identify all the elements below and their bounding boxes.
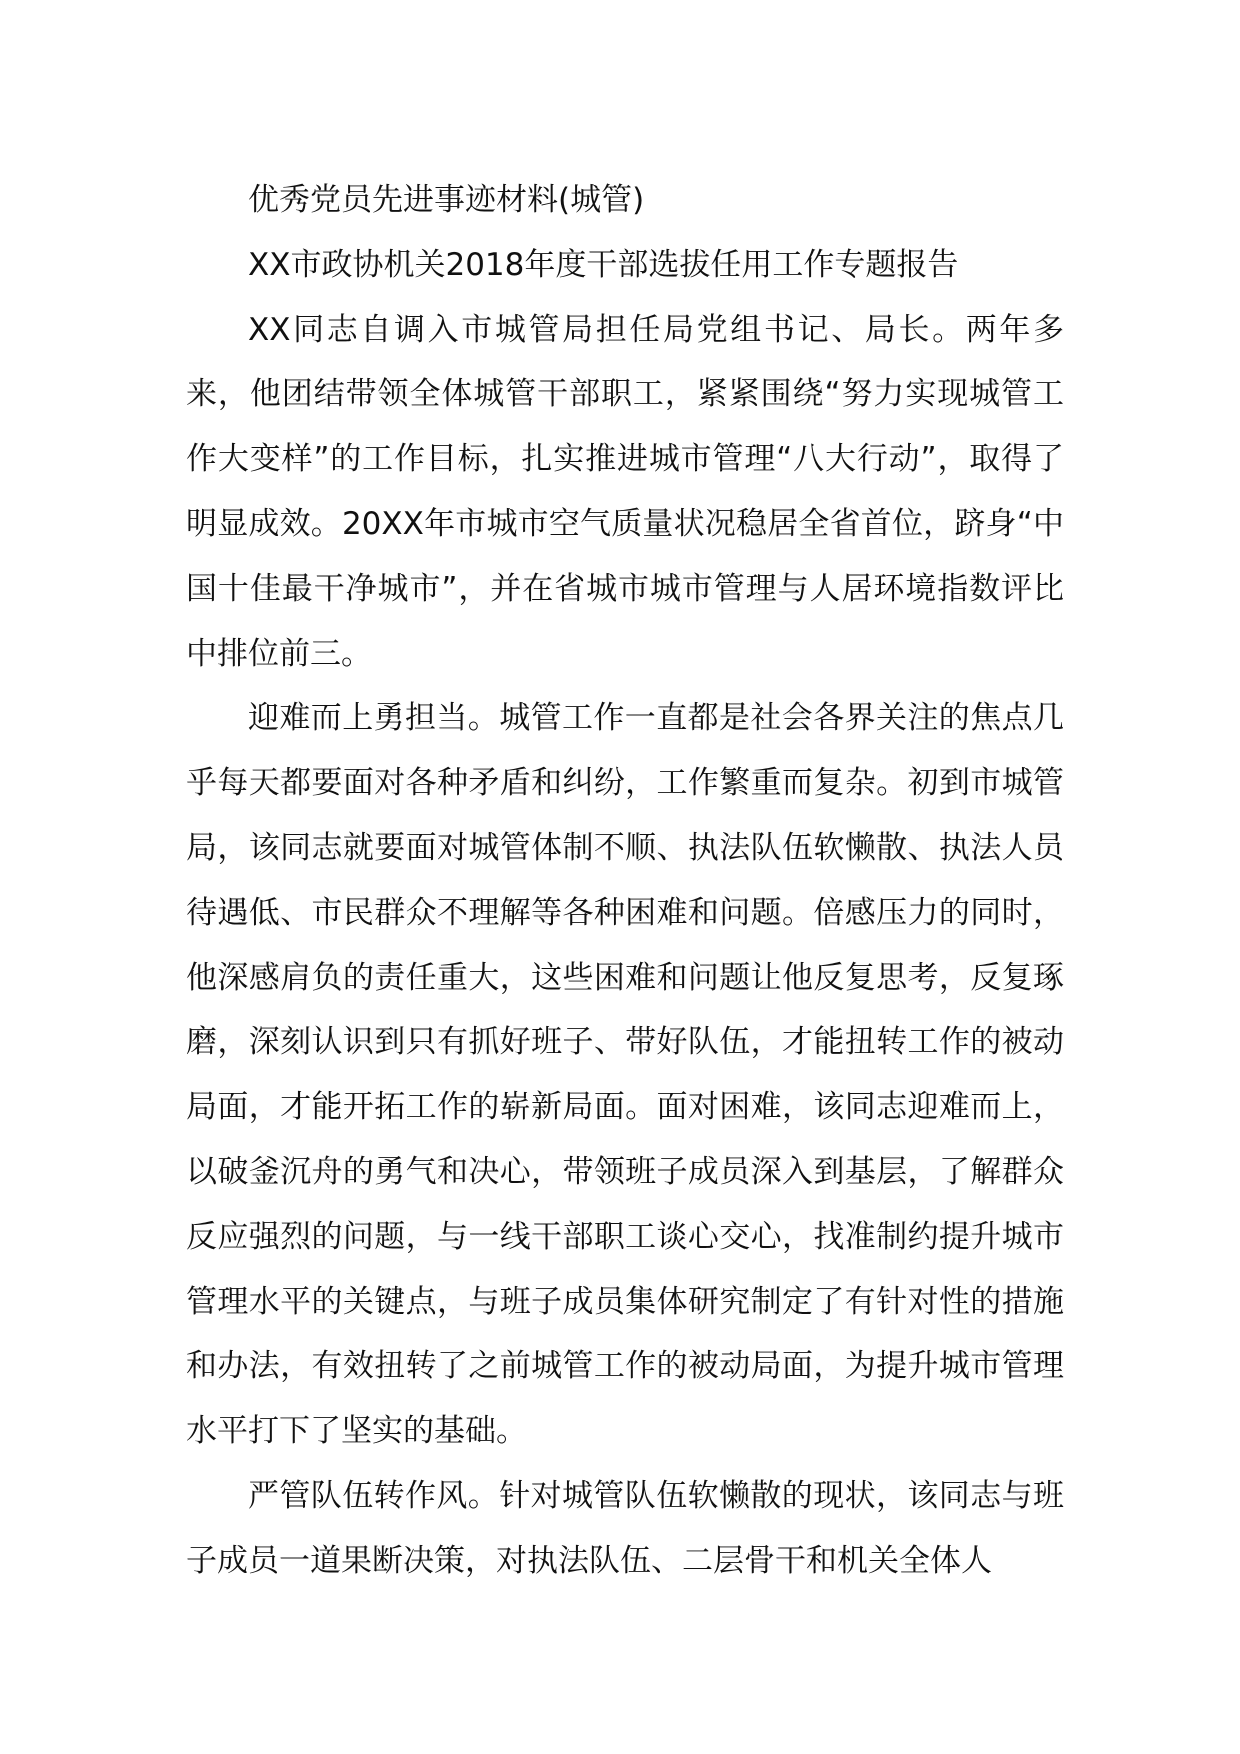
document-subtitle: XX市政协机关2018年度干部选拔任用工作专题报告 xyxy=(248,246,959,283)
document-body xyxy=(186,168,1064,1594)
paragraph-strict-team-management: 严管队伍转作风。针对城管队伍软懒散的现状，该同志与班子成员一道果断决策，对执法队伍、二层骨干和机关全体人 xyxy=(186,1477,1064,1579)
document-title: 优秀党员先进事迹材料(城管) xyxy=(248,182,645,218)
paragraph-face-difficulties: 迎难而上勇担当。城管工作一直都是社会各界关注的焦点几乎每天都要面对各种矛盾和纠纷，工作繁重而复杂。初到市城管局，该同志就要面对城管体制不顺、执法队伍软懒散、执法人员待遇低、市民群众不理解等各种困难和问题。倍感压力的同时，他深感肩负的责任重大，这些困难和问题让他反复思考，反复琢磨，深刻认识到只有抓好班子、带好队伍，才能扭转工作的被动局面，才能开拓工作的崭新局面。面对困难，该同志迎难而上，以破釜沉舟的勇气和决心，带领班子成员深入到基层，了解群众反应强烈的问题，与一线干部职工谈心交心，找准制约提升城市管理水平的关键点，与班子成员集体研究制定了有针对性的措施和办法，有效扭转了之前城管工作的被动局面，为提升城市管理水平打下了坚实的基础。 xyxy=(186,700,1064,1450)
paragraph-intro: XX同志自调入市城管局担任局党组书记、局长。两年多来，他团结带领全体城管干部职工，紧紧围绕“努力实现城管工作大变样”的工作目标，扎实推进城市管理“八大行动”，取得了明显成效。20XX年市城市空气质量状况稳居全省首位，跻身“中国十佳最干净城市”，并在省城市城市管理与人居环境指数评比中排位前三。 xyxy=(186,311,1064,672)
